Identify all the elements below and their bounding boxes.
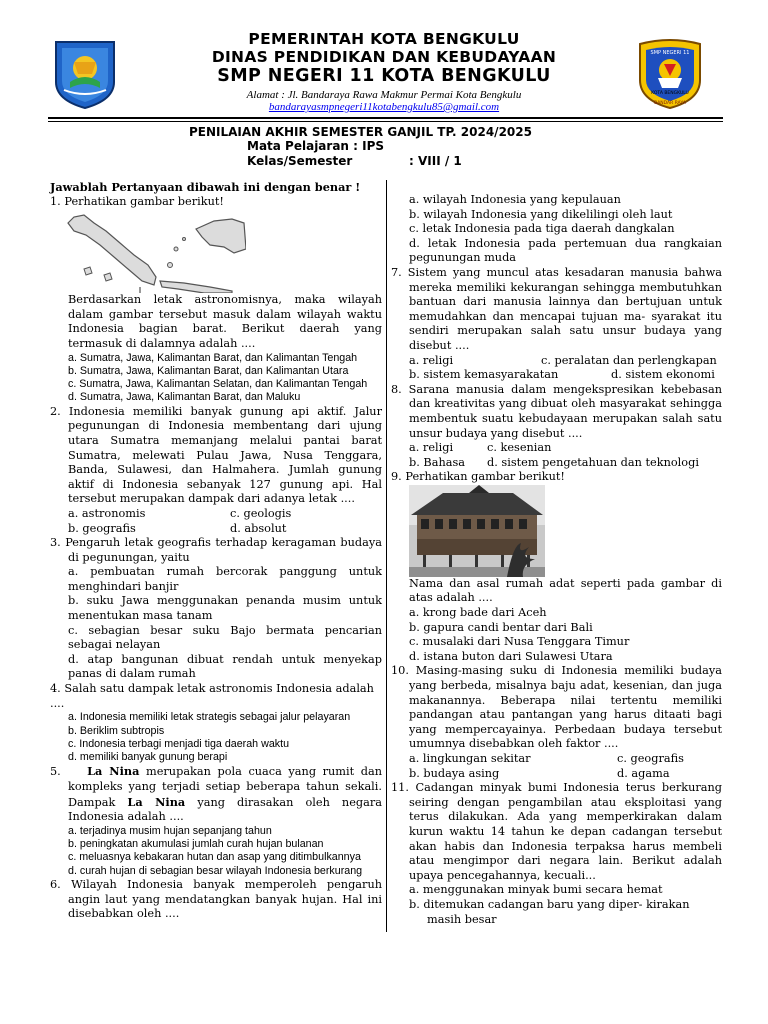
q2-options-row2 [50, 522, 382, 537]
exam-title: PENILAIAN AKHIR SEMESTER GANJIL TP. 2024/2025 [189, 125, 532, 139]
q7-option-c: c. peralatan dan perlengkapan [541, 353, 717, 367]
header-rule-thin [48, 121, 723, 122]
q5-option-a: a. terjadinya musim hujan sepanjang tahun [68, 824, 272, 837]
q11-text: 11. Cadangan minyak bumi Indonesia terus berkurang seiring dengan pengambilan atau eksploitasi yang terus dilakukan. Ada yang memperkirakan dalam kurun waktu 14 tahun ke depan cadangan tersebut akan habis dan Indonesia terpaksa harus membeli atau mengimpor dari negara lain. Berikut adalah upaya pencegahannya, kecuali... [391, 781, 722, 882]
q2-option-b: b. geografis [68, 521, 136, 535]
header-address: Alamat : Jl. Bandaraya Rawa Makmur Permai Kota Bengkulu [246, 89, 522, 101]
logo-kota-bengkulu [50, 38, 120, 110]
header-line-2: DINAS PENDIDIKAN DAN KEBUDAYAAN [211, 48, 557, 66]
q7-options-row1 [391, 354, 722, 369]
q7-option-d: d. sistem ekonomi [611, 368, 715, 382]
q1-intro: 1. Perhatikan gambar berikut! [50, 194, 224, 208]
q10-option-a: a. lingkungan sekitar [409, 752, 531, 765]
q7-text: 7. Sistem yang muncul atas kesadaran manusia bahwa mereka memiliki kekurangan sehingga membutuhkan bantuan dari manusia lainnya dan bertujuan untuk memudahkan dan mencapai tujuan ma- syarakat itu sendiri merupakan salah satu unsur budaya yang disebut .... [391, 265, 722, 352]
q3-option-b: b. suku Jawa menggunakan penanda musim untuk menentukan masa tanam [68, 594, 382, 623]
q8-options-row1 [391, 441, 722, 456]
q9-intro: 9. Perhatikan gambar berikut! [391, 470, 565, 484]
q8-text: 8. Sarana manusia dalam mengekspresikan kebebasan dan kreativitas yang dibuat oleh masyarakat sehingga membentuk suatu kebudayaan merupakan salah satu unsur budaya yang disebut .... [391, 382, 722, 440]
q5-text [50, 764, 382, 824]
q2-text: 2. Indonesia memiliki banyak gunung api aktif. Jalur pegunungan di Indonesia membentang dari ujung utara Sumatra memanjang melalui pantai barat Sumatra, melewati Pulau Jawa, Nusa Tenggara, Banda, Sulawesi, dan Halmahera. Jumlah gunung aktif di Indonesia sebanyak 127 gunung api. Hal tersebut merupakan dampak dari adanya letak .... [50, 404, 382, 506]
q10-text: 10. Masing-masing suku di Indonesia memiliki budaya yang berbeda, misalnya baju adat, kesenian, dan juga makanannya. Beberapa nilai tertentu memiliki pandangan atau pantangan yang harus ditaati bagi yang mempercayainya. Perbedaan budaya tersebut umumnya disebabkan oleh faktor .... [391, 664, 722, 751]
q6-option-b: b. wilayah Indonesia yang dikelilingi oleh laut [409, 207, 673, 221]
q5-option-c: c. meluasnya kebakaran hutan dan asap yang ditimbulkannya [68, 851, 361, 864]
exam-class-value: : VIII / 1 [409, 154, 462, 168]
logo-text-bottom: BANDAR RAYA [654, 101, 686, 106]
q2-option-c: c. geologis [230, 506, 292, 520]
q11-option-a: a. menggunakan minyak bumi secara hemat [409, 883, 663, 897]
q8-option-a: a. religi [409, 441, 454, 455]
q6-option-d: d. letak Indonesia pada pertemuan dua rangkaian pegunungan muda [409, 236, 722, 265]
q4-option-c: c. Indonesia terbagi menjadi tiga daerah waktu [68, 737, 290, 750]
q8-option-b: b. Bahasa [409, 455, 465, 469]
q5-term: La Nina [87, 764, 140, 779]
exam-subject: Mata Pelajaran : IPS [247, 139, 385, 153]
q2-option-a: a. astronomis [68, 506, 146, 520]
q1-option-b: b. Sumatra, Jawa, Kalimantan Barat, dan Kalimantan Utara [68, 364, 349, 377]
q8-options-row2 [391, 456, 722, 471]
right-column [391, 193, 722, 927]
q9-option-d: d. istana buton dari Sulawesi Utara [409, 649, 613, 663]
q10-option-c: c. geografis [617, 752, 684, 765]
q9-option-a: a. krong bade dari Aceh [409, 606, 547, 620]
q5-option-d: d. curah hujan di sebagian besar wilayah Indonesia berkurang [68, 864, 363, 877]
header-rule-thick [48, 117, 723, 119]
q9-house-image [409, 485, 545, 577]
q1-option-d: d. Sumatra, Jawa, Kalimantan Barat, dan Maluku [68, 391, 301, 404]
q10-option-b: b. budaya asing [409, 766, 500, 780]
q5-num: 5. [50, 765, 61, 779]
q1-map-image [64, 209, 382, 293]
q5-text-end: yang dirasakan oleh negara Indonesia adalah .... [68, 795, 382, 824]
q3-text: 3. Pengaruh letak geografis terhadap keragaman budaya di pegunungan, yaitu [50, 536, 382, 564]
q10-options-row2 [391, 767, 722, 782]
letterhead [160, 30, 608, 113]
q9-option-c: c. musalaki dari Nusa Tenggara Timur [409, 635, 630, 649]
instruction: Jawablah Pertanyaan dibawah ini dengan benar ! [50, 180, 361, 194]
logo-smp-negeri-11 [634, 38, 706, 110]
q6-text: 6. Wilayah Indonesia banyak memperoleh pengaruh angin laut yang mendatangkan banyak hujan. Hal ini disebabkan oleh .... [50, 877, 382, 921]
q9-option-b: b. gapura candi bentar dari Bali [409, 620, 593, 634]
logo-text-mid: KOTA BENGKULU [651, 91, 689, 96]
q4-text: 4. Salah satu dampak letak astronomis Indonesia adalah .... [50, 682, 374, 710]
q4-option-b: b. Beriklim subtropis [68, 724, 165, 737]
q10-option-d: d. agama [617, 766, 670, 780]
header-email[interactable]: bandarayasmpnegeri11kotabengkulu85@gmail.com [268, 101, 500, 113]
q8-option-c: c. kesenian [487, 441, 552, 455]
header-line-1: PEMERINTAH KOTA BENGKULU [248, 30, 520, 48]
q1-option-c: c. Sumatra, Jawa, Kalimantan Selatan, dan Kalimantan Tengah [68, 378, 368, 391]
q6-option-c: c. letak Indonesia pada tiga daerah dangkalan [409, 222, 675, 236]
q7-option-a: a. religi [409, 353, 454, 367]
q4-option-d: d. memiliki banyak gunung berapi [68, 751, 228, 764]
q6-option-a: a. wilayah Indonesia yang kepulauan [409, 193, 621, 206]
q5-option-b: b. peningkatan akumulasi jumlah curah hujan bulanan [68, 838, 324, 851]
logo-text-top: SMP NEGERI 11 [650, 50, 690, 56]
q5-text-rest: merupakan pola cuaca yang rumit dan kompleks yang terjadi setiap beberapa tahun sekali. Dampak [68, 765, 382, 809]
q4-option-a: a. Indonesia memiliki letak strategis sebagai jalur pelayaran [68, 711, 351, 724]
q5-term2: La Nina [127, 794, 186, 809]
left-column [50, 180, 382, 922]
q2-options-row1 [50, 507, 382, 522]
q3-option-d: d. atap bangunan dibuat rendah untuk menyekap panas di dalam rumah [68, 652, 382, 681]
q7-options-row2 [391, 368, 722, 383]
header-line-3: SMP NEGERI 11 KOTA BENGKULU [217, 66, 551, 86]
q3-option-c: c. sebagian besar suku Bajo bermata pencarian sebagai nelayan [68, 623, 382, 652]
q1-text: Berdasarkan letak astronomisnya, maka wilayah dalam gambar tersebut masuk dalam wilayah waktu Indonesia bagian barat. Berikut daerah yang termasuk di dalamnya adalah .... [68, 293, 382, 350]
q7-option-b: b. sistem kemasyarakatan [409, 368, 559, 382]
column-divider [386, 180, 387, 932]
q9-text: Nama dan asal rumah adat seperti pada gambar di atas adalah .... [409, 576, 722, 605]
q1-option-a: a. Sumatra, Jawa, Kalimantan Barat, dan Kalimantan Tengah [68, 351, 358, 364]
q8-option-d: d. sistem pengetahuan dan teknologi [487, 455, 699, 469]
q10-options-row1 [391, 752, 722, 767]
q2-option-d: d. absolut [230, 521, 287, 535]
exam-class-label: Kelas/Semester [247, 154, 353, 168]
q11-option-b: b. ditemukan cadangan baru yang diper- kirakan masih besar [409, 897, 690, 926]
q3-option-a: a. pembuatan rumah bercorak panggung untuk menghindari banjir [68, 565, 382, 593]
